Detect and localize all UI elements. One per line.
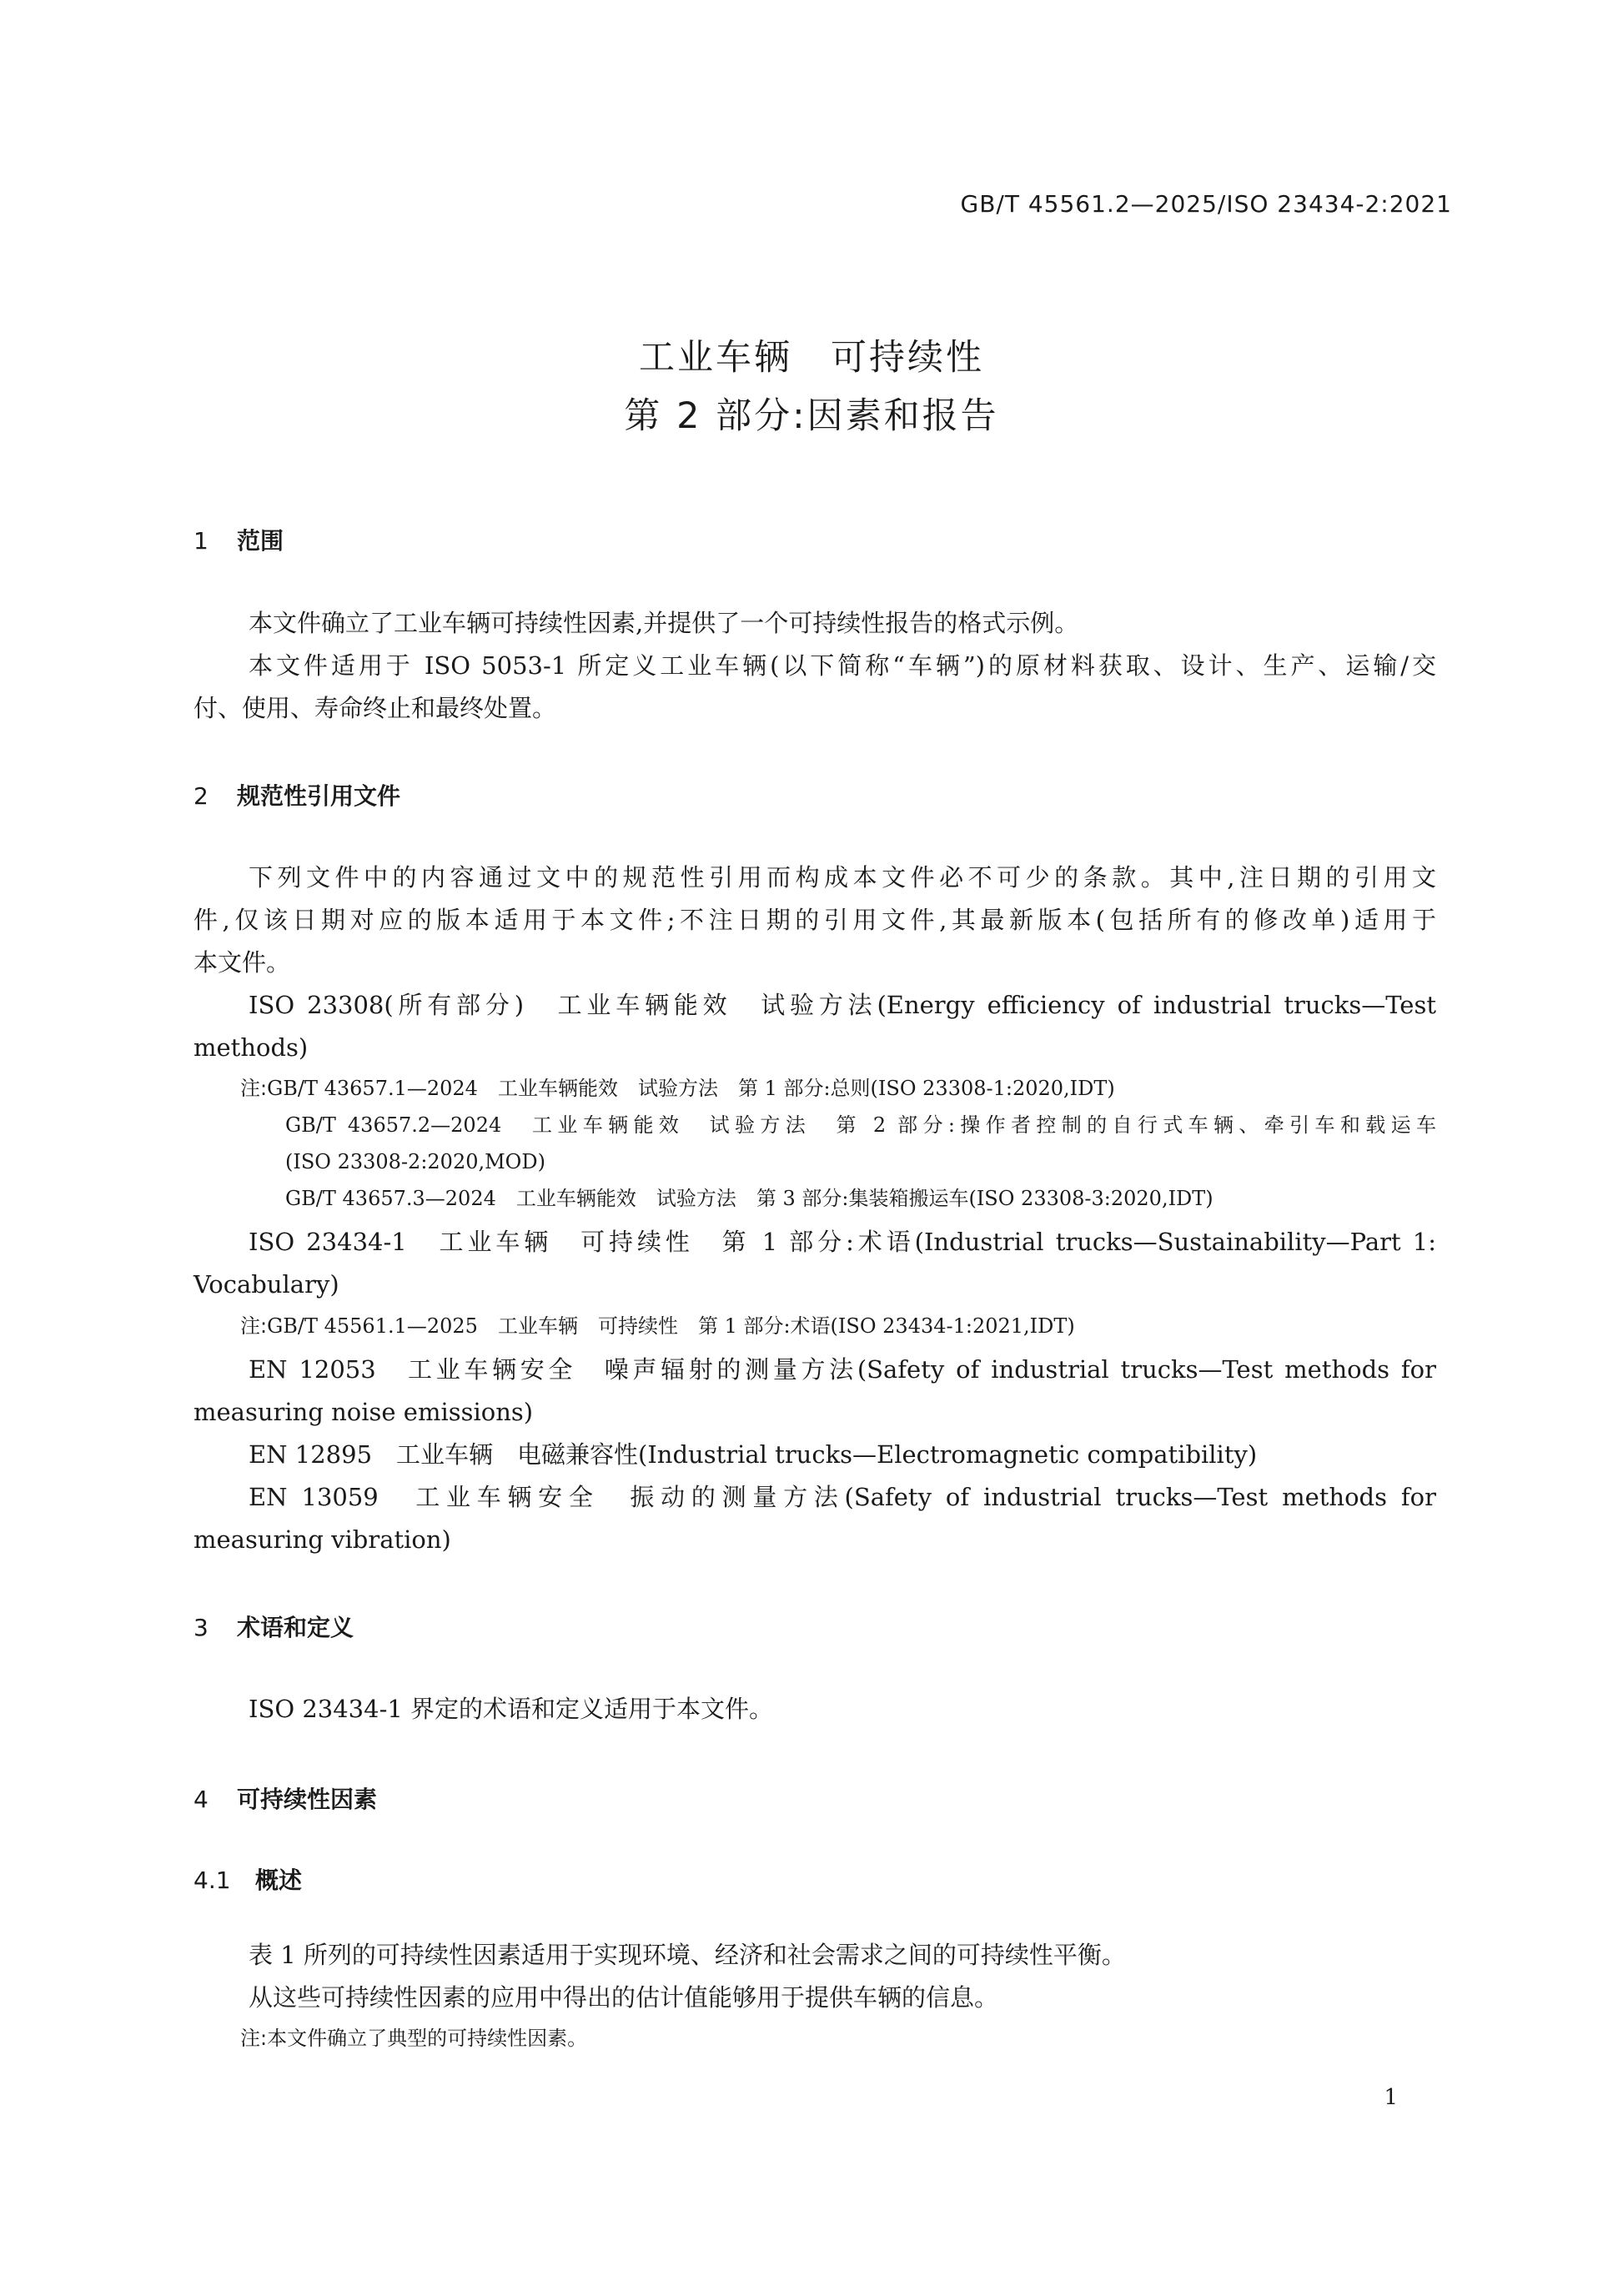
- reference-2-line-2: Vocabulary): [193, 1270, 339, 1299]
- section-1-paragraph-2-line-2: 付、使用、寿命终止和最终处置。: [193, 694, 557, 722]
- section-2-intro-line-2: 件,仅该日期对应的版本适用于本文件;不注日期的引用文件,其最新版本(包括所有的修改单)适用于: [193, 906, 1436, 934]
- reference-1-note-line-2: GB/T 43657.2—2024 工业车辆能效 试验方法 第 2 部分:操作者控制的自行式车辆、牵引车和载运车: [285, 1113, 1436, 1137]
- section-1-paragraph-1: 本文件确立了工业车辆可持续性因素,并提供了一个可持续性报告的格式示例。: [249, 609, 1079, 637]
- section-title: 范围: [237, 527, 284, 555]
- note-label: 注:: [240, 2027, 268, 2050]
- subsection-4-1-heading: [193, 1862, 302, 1896]
- note-label: 注:: [240, 1314, 268, 1338]
- section-4-1-paragraph-2: 从这些可持续性因素的应用中得出的估计值能够用于提供车辆的信息。: [249, 1983, 999, 2012]
- reference-1-line-2: methods): [193, 1033, 309, 1062]
- section-4-heading: [193, 1781, 377, 1815]
- document-number: GB/T 45561.2—2025/ISO 23434-2:2021: [960, 190, 1452, 218]
- section-2-heading: [193, 778, 400, 811]
- note-text: GB/T 43657.1—2024 工业车辆能效 试验方法 第 1 部分:总则(ISO 23308-1:2020,IDT): [267, 1077, 1115, 1100]
- section-2-intro-line-3: 本文件。: [193, 948, 291, 977]
- section-1-paragraph-2-line-1: 本文件适用于 ISO 5053-1 所定义工业车辆(以下简称“车辆”)的原材料获取、设计、生产、运输/交: [249, 651, 1436, 680]
- title-line-1: 工业车辆 可持续性: [639, 337, 984, 379]
- reference-1-note-line-1: [240, 1070, 1436, 1107]
- subsection-title: 概述: [255, 1866, 303, 1894]
- reference-4-line-1: EN 12895 工业车辆 电磁兼容性(Industrial trucks—Electromagnetic compatibility): [249, 1440, 1258, 1469]
- section-title: 可持续性因素: [237, 1786, 378, 1813]
- reference-3-line-1: EN 12053 工业车辆安全 噪声辐射的测量方法(Safety of industrial trucks—Test methods for: [249, 1355, 1436, 1384]
- section-3-paragraph: ISO 23434-1 界定的术语和定义适用于本文件。: [249, 1695, 774, 1723]
- section-number: 1: [193, 527, 209, 555]
- note-label: 注:: [240, 1077, 268, 1100]
- section-title: 规范性引用文件: [237, 782, 401, 810]
- reference-2-note: [240, 1308, 1436, 1344]
- subsection-number: 4.1: [193, 1866, 231, 1894]
- reference-3-line-2: measuring noise emissions): [193, 1398, 534, 1426]
- title-line-2: 第 2 部分:因素和报告: [624, 395, 999, 437]
- reference-1-note-line-3: (ISO 23308-2:2020,MOD): [285, 1150, 545, 1173]
- reference-5-line-1: EN 13059 工业车辆安全 振动的测量方法(Safety of industrial trucks—Test methods for: [249, 1483, 1436, 1511]
- note-text: 本文件确立了典型的可持续性因素。: [267, 2027, 588, 2050]
- section-title: 术语和定义: [237, 1614, 354, 1641]
- reference-2-line-1: ISO 23434-1 工业车辆 可持续性 第 1 部分:术语(Industrial trucks—Sustainability—Part 1:: [249, 1228, 1436, 1256]
- section-4-1-paragraph-1: 表 1 所列的可持续性因素适用于实现环境、经济和社会需求之间的可持续性平衡。: [249, 1941, 1126, 1969]
- section-1-heading: [193, 523, 284, 556]
- page-number: 1: [1384, 2085, 1398, 2110]
- section-number: 4: [193, 1786, 209, 1813]
- section-number: 3: [193, 1614, 209, 1641]
- reference-1-note-line-4: GB/T 43657.3—2024 工业车辆能效 试验方法 第 3 部分:集装箱搬运车(ISO 23308-3:2020,IDT): [285, 1187, 1213, 1210]
- section-3-heading: [193, 1610, 354, 1643]
- section-2-intro-line-1: 下列文件中的内容通过文中的规范性引用而构成本文件必不可少的条款。其中,注日期的引用文: [249, 863, 1436, 892]
- section-number: 2: [193, 782, 209, 810]
- section-4-1-note: [240, 2020, 1436, 2057]
- note-text: GB/T 45561.1—2025 工业车辆 可持续性 第 1 部分:术语(ISO 23434-1:2021,IDT): [267, 1314, 1075, 1338]
- reference-5-line-2: measuring vibration): [193, 1525, 451, 1554]
- reference-1-line-1: ISO 23308(所有部分) 工业车辆能效 试验方法(Energy efficiency of industrial trucks—Test: [249, 991, 1436, 1019]
